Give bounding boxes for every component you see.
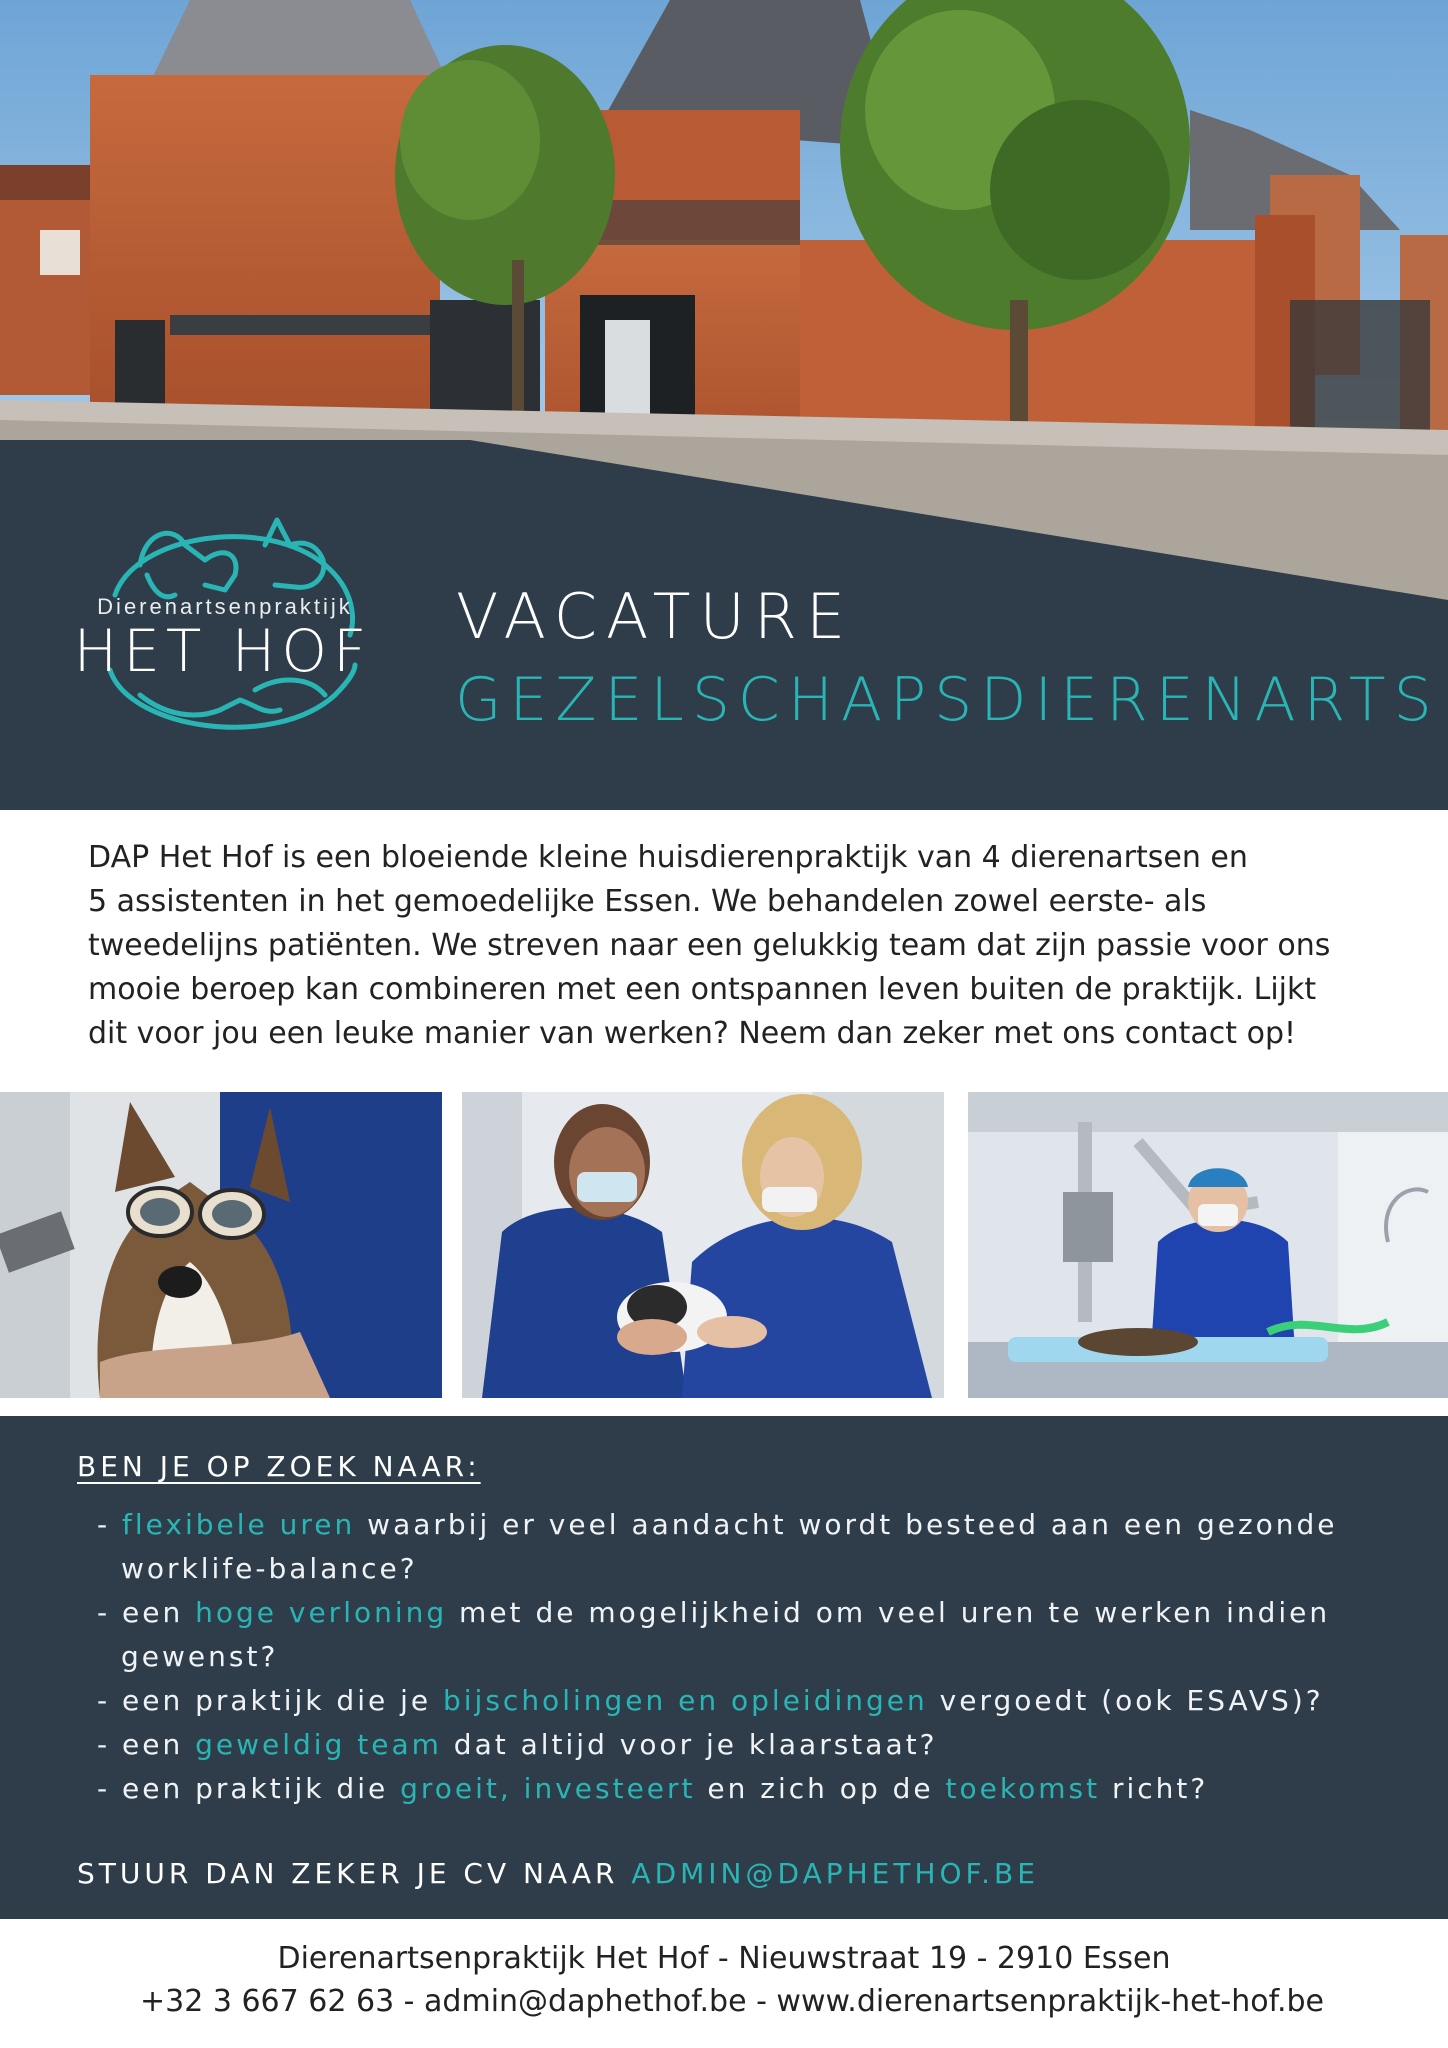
list-item bbox=[97, 1723, 1417, 1767]
surgery-room-photo bbox=[968, 1092, 1448, 1398]
list-item-continuation: gewenst? bbox=[121, 1640, 279, 1673]
photo-row bbox=[0, 1092, 1448, 1398]
bullet-text: vergoedt (ook ESAVS)? bbox=[927, 1684, 1324, 1717]
highlight-text: toekomst bbox=[945, 1772, 1101, 1805]
bullet-text: - een bbox=[97, 1728, 196, 1761]
bullet-text: met de mogelijkheid om veel uren te werken indien bbox=[447, 1596, 1331, 1629]
list-item bbox=[97, 1679, 1417, 1723]
intro-paragraph bbox=[88, 836, 1378, 1056]
intro-line: dit voor jou een leuke manier van werken? Neem dan zeker met ons contact op! bbox=[88, 1016, 1297, 1051]
bullet-text: richt? bbox=[1100, 1772, 1209, 1805]
bullet-text: en zich op de bbox=[695, 1772, 946, 1805]
list-item bbox=[97, 1767, 1417, 1811]
footer-address: Dierenartsenpraktijk Het Hof - Nieuwstraat 19 - 2910 Essen bbox=[277, 1941, 1171, 1976]
intro-line: mooie beroep kan combineren met een ontspannen leven buiten de praktijk. Lijkt bbox=[88, 972, 1317, 1007]
looking-for-heading: BEN JE OP ZOEK NAAR: bbox=[77, 1450, 481, 1483]
cta-email-link[interactable]: ADMIN@DAPHETHOF.BE bbox=[631, 1857, 1039, 1890]
list-item bbox=[97, 1503, 1417, 1547]
bullet-text: waarbij er veel aandacht wordt besteed aan een gezonde bbox=[355, 1508, 1338, 1541]
bullet-text: - een praktijk die je bbox=[97, 1684, 443, 1717]
highlight-text: flexibele uren bbox=[122, 1508, 356, 1541]
logo-subtitle: Dierenartsenpraktijk bbox=[97, 594, 353, 619]
bullet-text: - een praktijk die bbox=[97, 1772, 401, 1805]
benefits-list bbox=[97, 1503, 1417, 1811]
intro-line: DAP Het Hof is een bloeiende kleine huisdierenpraktijk van 4 dierenartsen en bbox=[88, 840, 1248, 875]
job-title: GEZELSCHAPSDIERENARTS bbox=[455, 665, 1440, 735]
list-item-continuation: worklife-balance? bbox=[121, 1552, 418, 1585]
cta-text: STUUR DAN ZEKER JE CV NAAR bbox=[77, 1857, 632, 1890]
dog-with-goggles-photo bbox=[0, 1092, 442, 1398]
highlight-text: hoge verloning bbox=[195, 1596, 448, 1629]
list-item bbox=[97, 1591, 1417, 1635]
bullet-text: dat altijd voor je klaarstaat? bbox=[441, 1728, 938, 1761]
intro-line: 5 assistenten in het gemoedelijke Essen. We behandelen zowel eerste- als bbox=[88, 884, 1207, 919]
cta-line bbox=[77, 1857, 1039, 1890]
highlight-text: bijscholingen en opleidingen bbox=[443, 1684, 928, 1717]
intro-line: tweedelijns patiënten. We streven naar een gelukkig team dat zijn passie voor ons bbox=[88, 928, 1331, 963]
footer-contact[interactable]: +32 3 667 62 63 - admin@daphethof.be - www.dierenartsenpraktijk-het-hof.be bbox=[140, 1984, 1324, 2019]
bullet-text: - bbox=[97, 1508, 123, 1541]
highlight-text: groeit, investeert bbox=[400, 1772, 696, 1805]
highlight-text: geweldig team bbox=[195, 1728, 442, 1761]
vacancy-title: VACATURE bbox=[456, 580, 855, 653]
vets-examining-kitten-photo bbox=[462, 1092, 944, 1398]
logo-name: HET HOF bbox=[73, 617, 373, 685]
bullet-text: - een bbox=[97, 1596, 196, 1629]
